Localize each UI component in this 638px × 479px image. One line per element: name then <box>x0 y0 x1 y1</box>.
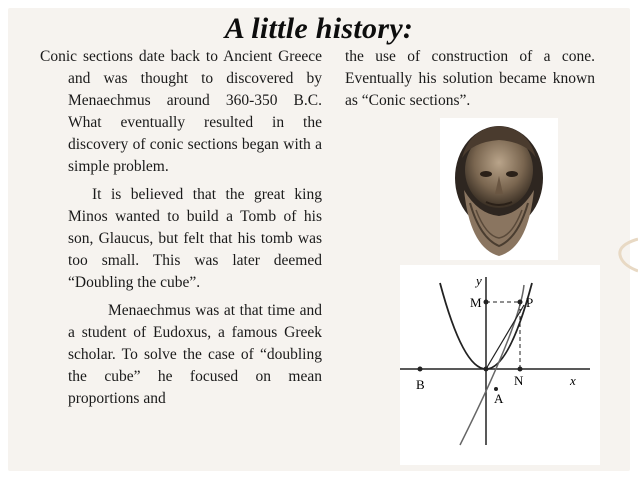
parabola-diagram <box>400 265 600 465</box>
decorative-swirl <box>612 235 638 275</box>
right-text-column <box>345 46 595 112</box>
label-m: M <box>470 295 482 310</box>
point-m <box>484 300 489 305</box>
point-b <box>418 367 423 372</box>
slide-title: A little history: <box>224 12 414 45</box>
paragraph-3: Menaechmus was at that time and a student of Eudoxus, a famous Greek scholar. To solve the case of “doubling the cube” he focused on mean proportions and <box>68 302 322 407</box>
origin-point <box>484 367 489 372</box>
paragraph-1: Conic sections date back to Ancient Greece and was thought to discovered by Menaechmus around 360-350 B.C. What eventually resulted in the discovery of conic sections began with a simple problem. <box>40 48 322 175</box>
menaechmus-portrait-image <box>440 118 558 260</box>
label-y: y <box>476 273 482 288</box>
point-p <box>518 300 523 305</box>
point-n <box>518 367 523 372</box>
right-paragraph-1: the use of construction of a cone. Eventually his solution became known as “Conic sections”. <box>345 48 595 109</box>
label-n: N <box>514 373 524 388</box>
label-x: x <box>570 373 576 388</box>
label-p: P <box>526 295 534 310</box>
left-text-column <box>40 46 322 410</box>
paragraph-2: It is believed that the great king Minos wanted to build a Tomb of his son, Glaucus, but felt that his tomb was too small. This was later deemed “Doubling the cube”. <box>68 186 322 291</box>
label-a: A <box>494 391 504 406</box>
label-b: B <box>416 377 425 392</box>
